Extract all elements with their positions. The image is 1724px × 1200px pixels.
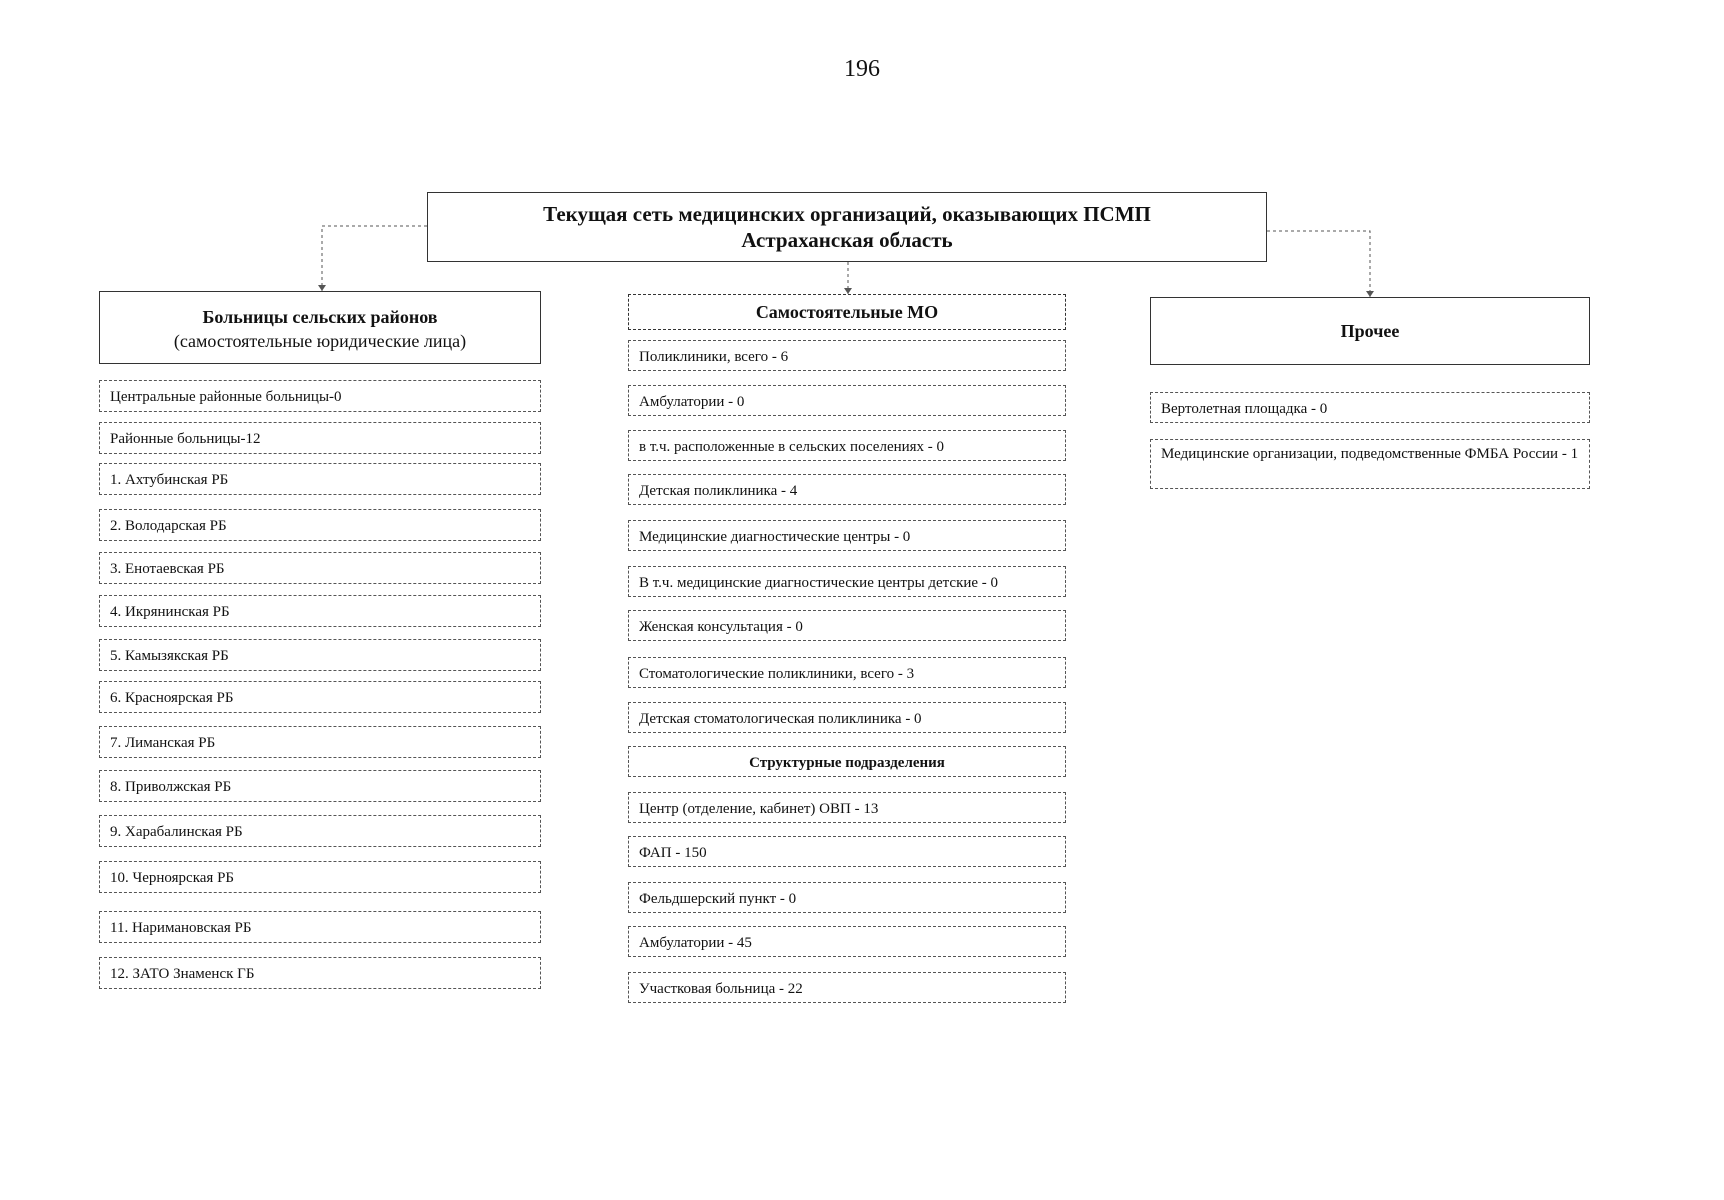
root-region: Астраханская область	[741, 228, 953, 252]
connector-right	[1267, 231, 1370, 297]
mo-list-item: ФАП - 150	[628, 836, 1066, 867]
mo-list-item: Участковая больница - 22	[628, 972, 1066, 1003]
rural-hospitals-header	[99, 291, 541, 364]
mo-list-item: Стоматологические поликлиники, всего - 3	[628, 657, 1066, 688]
rural-list-item: 2. Володарская РБ	[99, 509, 541, 541]
other-header	[1150, 297, 1590, 365]
other-title: Прочее	[1340, 321, 1400, 341]
mo-list-item: Медицинские диагностические центры - 0	[628, 520, 1066, 551]
mo-list-item: в т.ч. расположенные в сельских поселениях - 0	[628, 430, 1066, 461]
rural-list-item: 7. Лиманская РБ	[99, 726, 541, 758]
mo-list-item: Детская стоматологическая поликлиника - 0	[628, 702, 1066, 733]
rural-hospitals-subtitle: (самостоятельные юридические лица)	[173, 331, 467, 351]
rural-list-item: 9. Харабалинская РБ	[99, 815, 541, 847]
rural-list-item: Центральные районные больницы-0	[99, 380, 541, 412]
rural-list-item: 12. ЗАТО Знаменск ГБ	[99, 957, 541, 989]
root-box	[427, 192, 1267, 262]
rural-list-item: 6. Красноярская РБ	[99, 681, 541, 713]
mo-list-item: Поликлиники, всего - 6	[628, 340, 1066, 371]
mo-list-item: Центр (отделение, кабинет) ОВП - 13	[628, 792, 1066, 823]
rural-list-item: 11. Наримановская РБ	[99, 911, 541, 943]
rural-list-item: 8. Приволжская РБ	[99, 770, 541, 802]
rural-list-item: 3. Енотаевская РБ	[99, 552, 541, 584]
rural-list-item: 5. Камызякская РБ	[99, 639, 541, 671]
rural-list-item: 4. Икрянинская РБ	[99, 595, 541, 627]
rural-list-item: 10. Черноярская РБ	[99, 861, 541, 893]
page-number: 196	[844, 56, 880, 82]
connector-left	[322, 226, 427, 291]
other-list-item: Вертолетная площадка - 0	[1150, 392, 1590, 423]
rural-list-item: 1. Ахтубинская РБ	[99, 463, 541, 495]
mo-list-item: Детская поликлиника - 4	[628, 474, 1066, 505]
rural-list-item: Районные больницы-12	[99, 422, 541, 454]
mo-list-item: Женская консультация - 0	[628, 610, 1066, 641]
mo-list-item: Амбулатории - 45	[628, 926, 1066, 957]
independent-mo-title: Самостоятельные МО	[755, 302, 939, 322]
other-list-item: Медицинские организации, подведомственные ФМБА России - 1	[1150, 439, 1590, 489]
mo-list-item: Фельдшерский пункт - 0	[628, 882, 1066, 913]
structural-units-header: Структурные подразделения	[628, 746, 1066, 777]
independent-mo-header	[628, 294, 1066, 330]
rural-hospitals-title: Больницы сельских районов	[202, 307, 438, 327]
mo-list-item: В т.ч. медицинские диагностические центры детские - 0	[628, 566, 1066, 597]
root-title: Текущая сеть медицинских организаций, оказывающих ПСМП	[543, 202, 1151, 226]
mo-list-item: Амбулатории - 0	[628, 385, 1066, 416]
